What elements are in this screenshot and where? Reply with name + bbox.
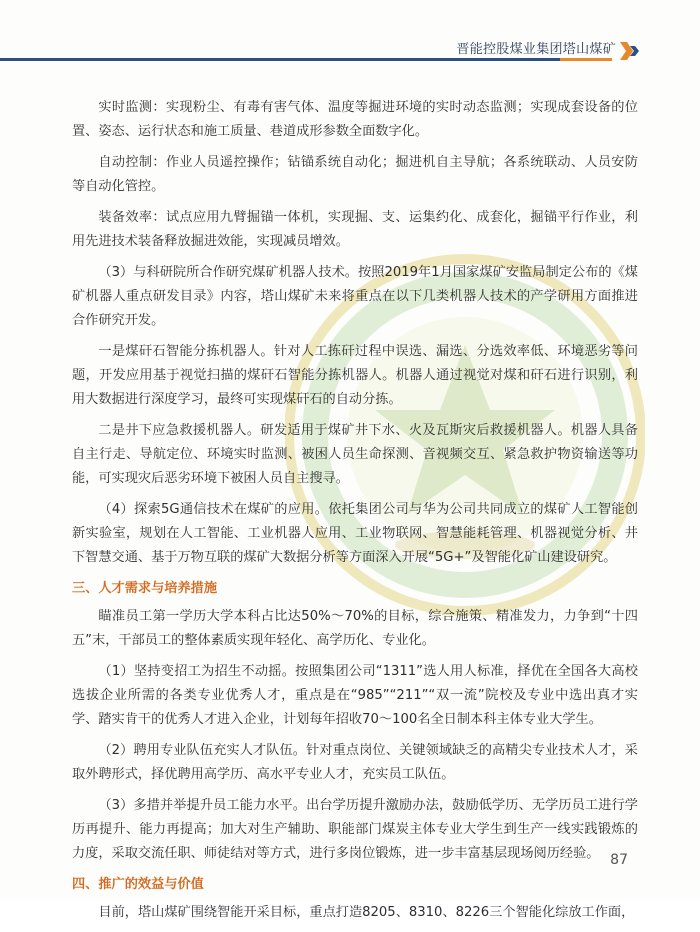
section-heading: 四、推广的效益与价值 <box>72 877 204 892</box>
paragraph: （3）与科研院所合作研究煤矿机器人技术。按照2019年1月国家煤矿安监局制定公布的《煤矿机器人重点研发目录》内容，塔山煤矿未来将重点在以下几类机器人技术的产学研用方面推进合作研究开发。 <box>72 265 638 328</box>
chevron-logo-icon <box>618 40 642 62</box>
paragraph: 瞄准员工第一学历大学本科占比达50%～70%的目标，综合施策、精准发力，力争到“十四五”末，干部员工的整体素质实现年轻化、高学历化、专业化。 <box>72 609 638 648</box>
paragraph: 一是煤矸石智能分拣机器人。针对人工拣矸过程中误选、漏选、分选效率低、环境恶劣等问题，开发应用基于视觉扫描的煤矸石智能分拣机器人。机器人通过视觉对煤和矸石进行识别，利用大数据进行深度学习，最终可实现煤矸石的自动分拣。 <box>72 344 638 407</box>
page-number: 87 <box>610 852 628 868</box>
paragraph: 装备效率：试点应用九臂掘锚一体机，实现掘、支、运集约化、成套化，掘锚平行作业，利用先进技术装备释放掘进效能，实现减员增效。 <box>72 210 638 249</box>
paragraph: （3）多措并举提升员工能力水平。出台学历提升激励办法，鼓励低学历、无学历员工进行学历再提升、能力再提高；加大对生产辅助、职能部门煤炭主体专业大学生到生产一线实践锻炼的力度，采取交流任职、师徒结对等方式，进行多岗位锻炼，进一步丰富基层现场阅历经验。 <box>72 798 638 861</box>
paragraph: （2）聘用专业队伍充实人才队伍。针对重点岗位、关键领域缺乏的高精尖专业技术人才，采取外聘形式，择优聘用高学历、高水平专业人才，充实员工队伍。 <box>72 743 638 782</box>
paragraph: 二是井下应急救援机器人。研发适用于煤矿井下水、火及瓦斯灾后救援机器人。机器人具备自主行走、导航定位、环境实时监测、被困人员生命探测、音视频交互、紧急救护物资输送等功能，可实现灾后恶劣环境下被困人员自主搜寻。 <box>72 423 638 486</box>
header-rule-blue <box>0 58 612 61</box>
paragraph: 自动控制：作业人员遥控操作；钻锚系统自动化；掘进机自主导航；各系统联动、人员安防等自动化管控。 <box>72 155 638 194</box>
page-header <box>0 0 700 64</box>
section-heading: 三、人才需求与培养措施 <box>72 581 218 596</box>
paragraph: 实时监测：实现粉尘、有毒有害气体、温度等掘进环境的实时动态监测；实现成套设备的位置、姿态、运行状态和施工质量、巷道成形参数全面数字化。 <box>72 100 638 139</box>
header-rule-orange <box>560 58 612 61</box>
paragraph: （4）探索5G通信技术在煤矿的应用。依托集团公司与华为公司共同成立的煤矿人工智能创新实验室，规划在人工智能、工业机器人应用、工业物联网、智慧能耗管理、机器视觉分析、井下智慧交通、基于万物互联的煤矿大数据分析等方面深入开展“5G+”及智能化矿山建设研究。 <box>72 502 638 565</box>
paragraph: （1）坚持变招工为招生不动摇。按照集团公司“1311”选人用人标准，择优在全国各大高校选拔企业所需的各类专业优秀人才，重点是在“985”“211”“双一流”院校及专业中选出真才实学、踏实肯干的优秀人才进入企业，计划每年招收70～100名全日制本科主体专业大学生。 <box>72 664 638 727</box>
header-title: 晋能控股煤业集团塔山煤矿 <box>456 42 616 57</box>
paragraph: 目前，塔山煤矿围绕智能开采目标，重点打造8205、8310、8226三个智能化综放工作面， <box>98 905 635 920</box>
article-body <box>72 96 638 932</box>
